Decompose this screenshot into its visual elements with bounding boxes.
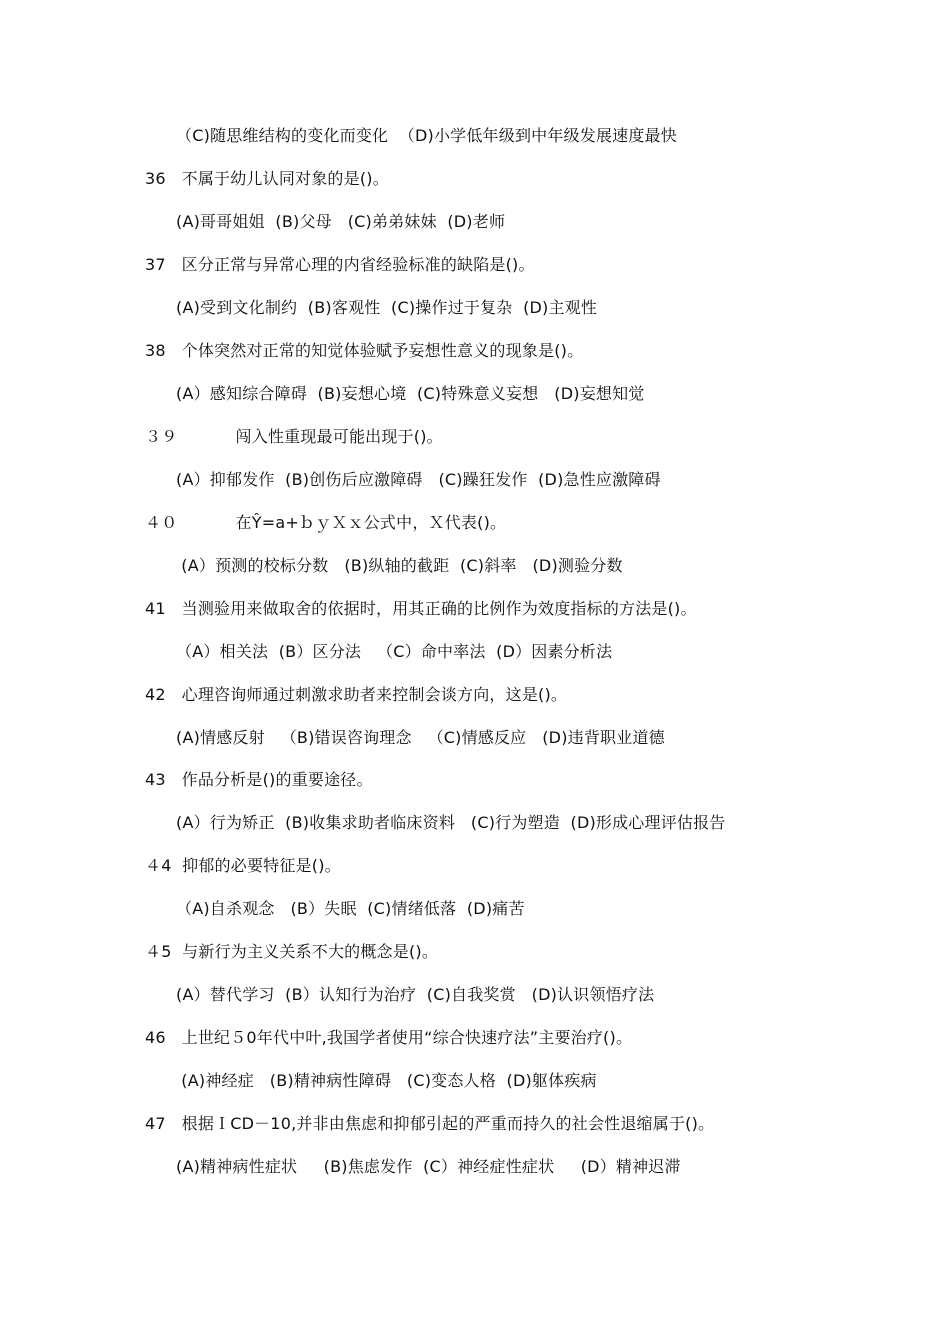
options-42: (A)情感反射 （B)错误咨询理念 （C)情感反应 (D)违背职业道德: [176, 728, 665, 747]
question-46: 46 上世纪５0年代中叶,我国学者使用“综合快速疗法”主要治疗()。: [145, 1028, 633, 1047]
question-39: ３９ 闯入性重现最可能出现于()。: [145, 427, 443, 446]
options-37: (A)受到文化制约 (B)客观性 (C)操作过于复杂 (D)主观性: [176, 298, 598, 317]
options-40: (A）预测的校标分数 (B)纵轴的截距 (C)斜率 (D)测验分数: [176, 556, 623, 575]
question-38: 38 个体突然对正常的知觉体验赋予妄想性意义的现象是()。: [145, 341, 584, 360]
option-line-35: （C)随思维结构的变化而变化 （D)小学低年级到中年级发展速度最快: [176, 126, 677, 145]
question-40: ４０ 在Ŷ=a+ｂｙＸｘ公式中，Ｘ代表()。: [145, 513, 507, 532]
options-36: (A)哥哥姐姐 (B)父母 (C)弟弟妹妹 (D)老师: [176, 212, 506, 231]
question-44: ４4 抑郁的必要特征是()。: [145, 856, 341, 875]
question-42: 42 心理咨询师通过刺激求助者来控制会谈方向，这是()。: [145, 685, 568, 704]
options-46: (A)神经症 (B)精神病性障碍 (C)变态人格 (D)躯体疾病: [176, 1071, 597, 1090]
question-45: ４5 与新行为主义关系不大的概念是()。: [145, 942, 439, 961]
options-39: (A）抑郁发作 (B)创伤后应激障碍 (C)躁狂发作 (D)急性应激障碍: [176, 470, 661, 489]
question-37: 37 区分正常与异常心理的内省经验标准的缺陷是()。: [145, 255, 535, 274]
question-43: 43 作品分析是()的重要途径。: [145, 770, 373, 789]
options-44: （A)自杀观念 (B）失眠 (C)情绪低落 (D)痛苦: [176, 899, 525, 918]
question-36: 36 不属于幼儿认同对象的是()。: [145, 169, 389, 188]
options-38: (A）感知综合障碍 (B)妄想心境 (C)特殊意义妄想 (D)妄想知觉: [176, 384, 645, 403]
options-45: (A）替代学习 (B）认知行为治疗 (C)自我奖赏 (D)认识领悟疗法: [176, 985, 655, 1004]
options-47: (A)精神病性症状 (B)焦虑发作 (C）神经症性症状 (D）精神迟滞: [176, 1157, 681, 1176]
options-43: (A）行为矫正 (B)收集求助者临床资料 (C)行为塑造 (D)形成心理评估报告: [176, 813, 726, 832]
question-41: 41 当测验用来做取舍的依据时，用其正确的比例作为效度指标的方法是()。: [145, 599, 697, 618]
question-47: 47 根据ＩCD－10,并非由焦虑和抑郁引起的严重而持久的社会性退缩属于()。: [145, 1114, 715, 1133]
options-41: （A）相关法 (B）区分法 （C）命中率法 (D）因素分析法: [176, 642, 613, 661]
